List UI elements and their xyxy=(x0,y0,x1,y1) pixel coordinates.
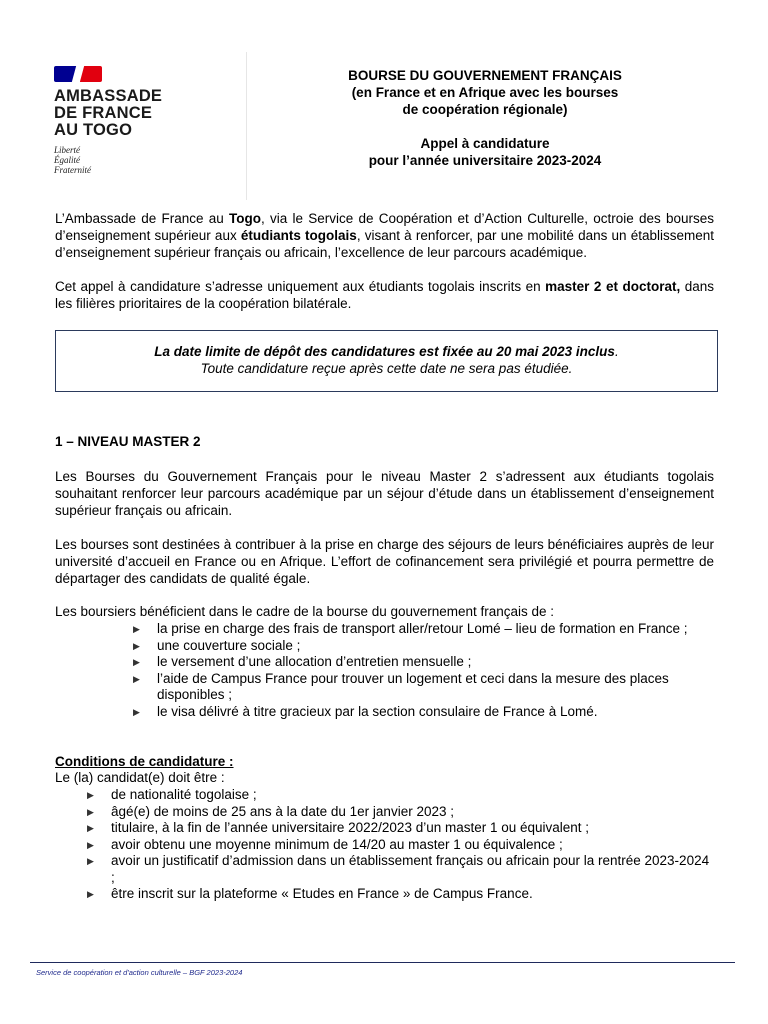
list-item: ▶ âgé(e) de moins de 25 ans à la date du 1er janvier 2023 ; xyxy=(87,803,454,819)
title-line-2: (en France et en Afrique avec les bourses xyxy=(351,85,619,100)
intro-paragraph-2: Cet appel à candidature s’adresse uniquement aux étudiants togolais inscrits en master 2 et doctorat, dans les filières prioritaires de la coopération bilatérale. xyxy=(55,279,715,311)
deadline-notice: La date limite de dépôt des candidatures est fixée au 20 mai 2023 inclus. Toute candidature reçue après cette date ne sera pas étudiée. xyxy=(55,330,718,392)
list-item: ▶ être inscrit sur la plateforme « Etudes en France » de Campus France. xyxy=(87,886,533,901)
master2-paragraph-1: Les Bourses du Gouvernement Français pour le niveau Master 2 s’adressent aux étudiants togolais souhaitant renforcer leur parcours académique par un séjour d’étude dans un établissement d’enseignement supérieur français ou africain. xyxy=(55,469,714,518)
footer-text: Service de coopération et d'action culturelle – BGF 2023-2024 xyxy=(36,968,243,977)
triangle-bullet-icon: ▶ xyxy=(133,640,140,651)
master2-paragraph-3: Les boursiers bénéficient dans le cadre de la bourse du gouvernement français de : xyxy=(55,604,555,619)
marianne-flag-icon xyxy=(54,66,102,82)
list-item: ▶ avoir obtenu une moyenne minimum de 14/20 au master 1 ou équivalence ; xyxy=(87,836,563,852)
levels-bold: master 2 et doctorat, xyxy=(545,279,681,294)
triangle-bullet-icon: ▶ xyxy=(133,706,140,717)
intro-paragraph-1: L’Ambassade de France au Togo, via le Service de Coopération et d’Action Culturelle, octroie des bourses d’enseignement supérieur aux étudiants togolais, visant à renforcer, par une mobilité dans un établissement d’enseignement supérieur français ou africain, l’excellence de leur parcours académique. xyxy=(55,211,715,260)
motto-fraternite: Fraternité xyxy=(54,165,91,175)
conditions-title: Conditions de candidature : xyxy=(55,754,234,769)
triangle-bullet-icon: ▶ xyxy=(87,839,94,850)
triangle-bullet-icon: ▶ xyxy=(133,624,140,634)
triangle-bullet-icon: ▶ xyxy=(87,806,94,817)
conditions-intro: Le (la) candidat(e) doit être : xyxy=(55,770,225,785)
list-item: ▶ titulaire, à la fin de l’année universitaire 2022/2023 d’un master 1 ou équivalent ; xyxy=(87,820,590,835)
title-line-3: de coopération régionale) xyxy=(402,102,568,117)
list-item: ▶ l’aide de Campus France pour trouver un logement et ceci dans la mesure des places disponibles ; xyxy=(133,670,669,702)
triangle-bullet-icon: ▶ xyxy=(87,790,94,800)
document-title xyxy=(260,67,710,169)
conditions-list xyxy=(87,787,714,903)
list-item: ▶ de nationalité togolaise ; xyxy=(87,787,257,802)
title-line-5: pour l’année universitaire 2023-2024 xyxy=(368,153,602,168)
triangle-bullet-icon: ▶ xyxy=(87,889,94,899)
logo-line-3: AU TOGO xyxy=(54,121,133,139)
title-line-1: BOURSE DU GOUVERNEMENT FRANÇAIS xyxy=(348,68,622,83)
embassy-logo xyxy=(54,66,234,175)
students-bold: étudiants togolais xyxy=(240,228,357,243)
logo-line-1: AMBASSADE xyxy=(54,87,163,105)
triangle-bullet-icon: ▶ xyxy=(133,673,140,684)
list-item: ▶ le visa délivré à titre gracieux par la section consulaire de France à Lomé. xyxy=(133,703,598,719)
footer-divider xyxy=(30,962,735,963)
title-line-4: Appel à candidature xyxy=(420,136,550,151)
master2-paragraph-2: Les bourses sont destinées à contribuer à la prise en charge des séjours de leurs bénéficiaires auprès de leur université d’accueil en France ou en Afrique. L’effort de cofinancement sera privilégié et pourra permettre de départager des candidats de qualité égale. xyxy=(55,537,714,586)
logo-line-2: DE FRANCE xyxy=(54,104,153,122)
motto-liberte: Liberté xyxy=(54,145,80,155)
deadline-text: La date limite de dépôt des candidatures est fixée au 20 mai 2023 inclus xyxy=(154,344,615,359)
motto-egalite: Égalité xyxy=(54,155,80,165)
list-item: ▶ le versement d’une allocation d’entretien mensuelle ; xyxy=(133,654,472,669)
togo-bold: Togo xyxy=(229,211,262,226)
section-title-master2: 1 – NIVEAU MASTER 2 xyxy=(55,434,201,449)
header-divider xyxy=(246,52,247,200)
triangle-bullet-icon: ▶ xyxy=(87,823,94,833)
republic-motto xyxy=(54,145,234,175)
benefits-list xyxy=(133,621,714,720)
triangle-bullet-icon: ▶ xyxy=(87,856,94,866)
list-item: ▶ la prise en charge des frais de transport aller/retour Lomé – lieu de formation en France ; xyxy=(133,621,688,636)
triangle-bullet-icon: ▶ xyxy=(133,657,140,667)
late-submission-text: Toute candidature reçue après cette date ne sera pas étudiée. xyxy=(200,361,573,376)
list-item: ▶ une couverture sociale ; xyxy=(133,637,301,653)
list-item: ▶ avoir un justificatif d’admission dans un établissement français ou africain pour la rentrée 2023-2024 ; xyxy=(87,853,710,885)
